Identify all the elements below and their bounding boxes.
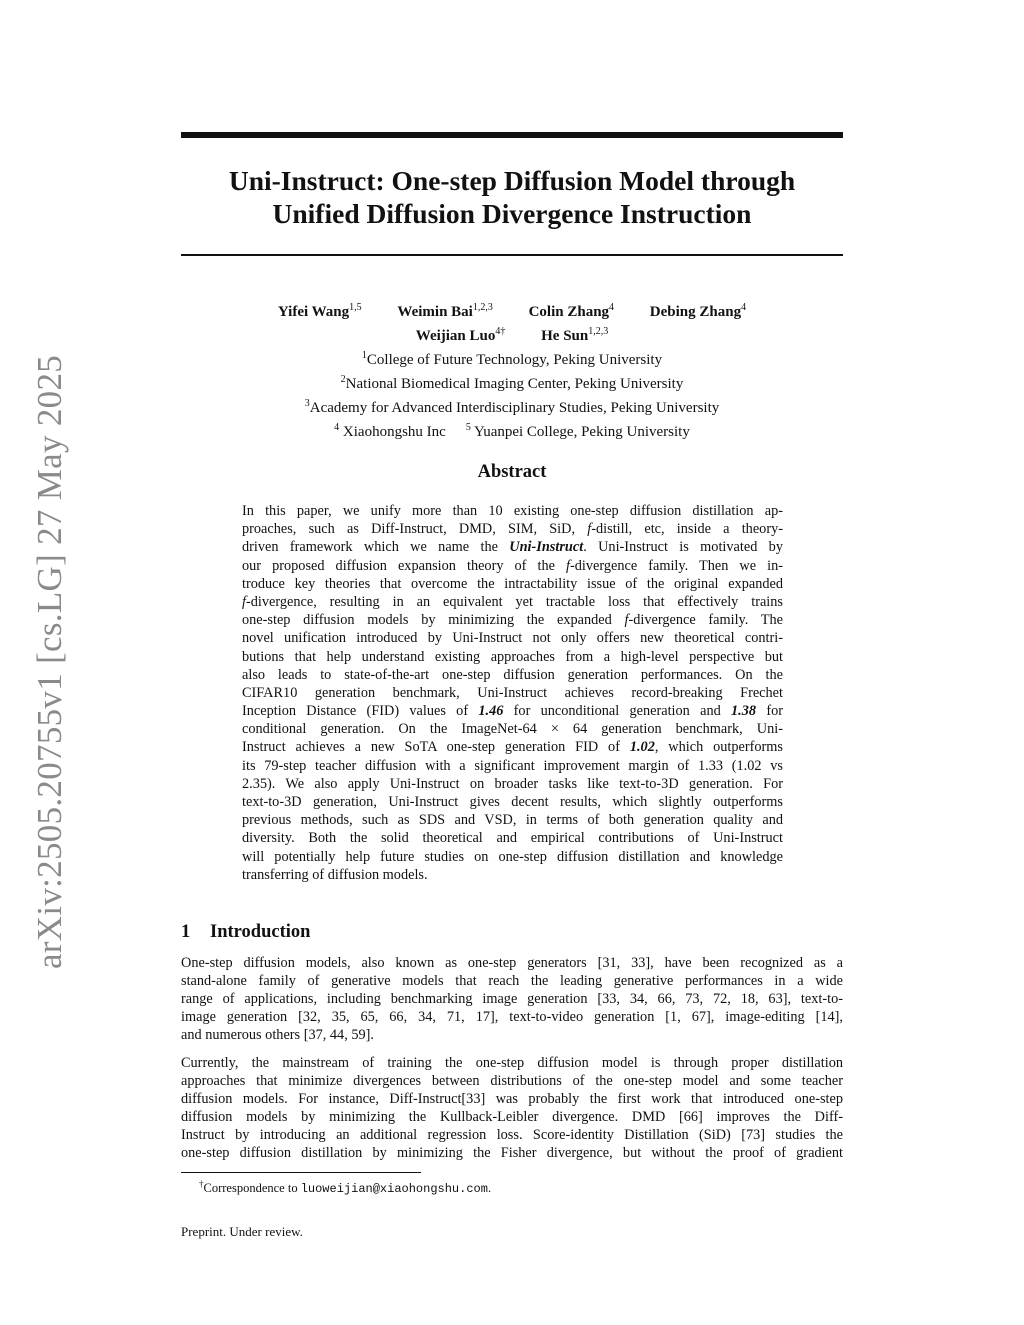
abstract-line: will potentially help future studies on one-step diffusion distillation and knowledge [242, 848, 783, 865]
affiliation: $^1$College of Future Technology, Peking University [361, 350, 663, 368]
text-line: image generation [32, 35, 65, 66, 34, 71, 17], text-to-video generation [1, 67], image-editing [14], [181, 1009, 843, 1026]
author: Weimin Bai$^{1,2,3}$ [397, 302, 493, 320]
paper-title [181, 164, 843, 230]
abstract-line: 2.35). We also apply Uni-Instruct on broader tasks like text-to-3D generation. For [242, 775, 783, 792]
abstract-line: driven framework which we name the Uni-Instruct. Uni-Instruct is motivated by [242, 539, 783, 556]
author: He Sun$^{1,2,3}$ [541, 326, 609, 344]
text-line: Instruct by introducing an additional regression loss. Score-identity Distillation (SiD) [73] studies the [181, 1127, 843, 1144]
abstract-line: one-step diffusion models by minimizing the expanded f-divergence family. The [242, 612, 783, 629]
section-heading: 1 Introduction [181, 922, 311, 942]
intro-paragraph-2 [181, 1054, 843, 1163]
footnote-rule [181, 1172, 421, 1173]
affiliation: $^3$Academy for Advanced Interdisciplinary Studies, Peking University [304, 398, 720, 416]
abstract-line: Inception Distance (FID) values of 1.46 for unconditional generation and 1.38 for [242, 703, 784, 720]
title-top-rule [181, 132, 843, 138]
text-line: diffusion models by minimizing the Kullback-Leibler divergence. DMD [66] improves the Diff- [181, 1109, 843, 1126]
abstract-line: diversity. Both the solid theoretical and empirical contributions of Uni-Instruct [242, 830, 783, 847]
abstract-line: CIFAR10 generation benchmark, Uni-Instruct achieves record-breaking Frechet [242, 684, 783, 701]
abstract-line: conditional generation. On the ImageNet-64 × 64 generation benchmark, Uni- [242, 721, 783, 738]
author: Weijian Luo$^{4\dagger}$ [415, 326, 506, 344]
author-row-2 [181, 322, 843, 346]
author: Colin Zhang$^4$ [528, 302, 615, 320]
abstract-line: butions that help understand existing approaches from a high-level perspective but [242, 648, 783, 665]
text-line: One-step diffusion models, also known as one-step generators [31, 33], have been recognized as a [181, 955, 843, 971]
title-bottom-rule [181, 254, 843, 256]
abstract-line: previous methods, such as SDS and VSD, in terms of both generation quality and [242, 812, 783, 829]
author-row-1 [181, 298, 843, 322]
footnote: †Correspondence to luoweijian@xiaohongshu.com. [199, 1179, 492, 1197]
text-line: approaches that minimize divergences between distributions of the one-step model and some teacher [181, 1073, 843, 1090]
email-link[interactable]: luoweijian@xiaohongshu.com [300, 1182, 488, 1197]
abstract-line: troduce key theories that overcome the intractability issue of the original expanded [242, 575, 783, 592]
abstract-body [242, 502, 783, 884]
text-line: stand-alone family of generative models that reach the leading generative performances in a wide [181, 973, 843, 990]
abstract-line: Instruct achieves a new SoTA one-step generation FID of 1.02, which outperforms [242, 739, 783, 756]
abstract-line: In this paper, we unify more than 10 existing one-step diffusion distillation ap- [242, 503, 783, 519]
abstract-line: novel unification introduced by Uni-Instruct not only offers new theoretical contri- [242, 630, 783, 647]
author: Debing Zhang$^4$ [649, 302, 747, 320]
text-line: one-step diffusion distillation by minimizing the Fisher divergence, but without the proof of gradient [181, 1145, 843, 1162]
abstract-line: our proposed diffusion expansion theory of the f-divergence family. Then we in- [242, 557, 783, 574]
abstract-line: proaches, such as Diff-Instruct, DMD, SIM, SiD, f-distill, etc, inside a theory- [242, 521, 783, 538]
abstract-line: f-divergence, resulting in an equivalent yet tractable loss that effectively trains [242, 593, 783, 610]
text-line: Currently, the mainstream of training the one-step diffusion model is through proper distillation [181, 1055, 843, 1071]
text-line: and numerous others [37, 44, 59]. [181, 1027, 374, 1044]
affiliation-row: $^4$ Xiaohongshu Inc $^5$ Yuanpei College, Peking University [334, 422, 690, 440]
author: Yifei Wang$^{1,5}$ [277, 302, 362, 320]
author-block [181, 298, 843, 442]
abstract-heading: Abstract [477, 462, 547, 482]
abstract-line: also leads to state-of-the-art one-step diffusion generation performances. On the [242, 666, 783, 683]
arxiv-stamp: arXiv:2505.20755v1 [cs.LG] 27 May 2025 [30, 354, 69, 970]
intro-paragraph-1 [181, 954, 843, 1044]
title-line-2: Unified Diffusion Divergence Instruction [272, 198, 752, 229]
text-line: diffusion models. For instance, Diff-Instruct[33] was probably the first work that introduced one-step [181, 1091, 843, 1108]
text-line: range of applications, including benchmarking image generation [33, 34, 66, 73, 72, 18, 63], text-to- [181, 991, 843, 1008]
abstract-line: text-to-3D generation, Uni-Instruct gives decent results, which slightly outperforms [242, 794, 783, 810]
preprint-footer: Preprint. Under review. [181, 1224, 303, 1239]
abstract-line: its 79-step teacher diffusion with a significant improvement margin of 1.33 (1.02 vs [242, 757, 783, 774]
title-line-1: Uni-Instruct: One-step Diffusion Model through [228, 165, 796, 196]
affiliation: $^2$National Biomedical Imaging Center, Peking University [340, 374, 684, 392]
abstract-line: transferring of diffusion models. [242, 866, 428, 883]
